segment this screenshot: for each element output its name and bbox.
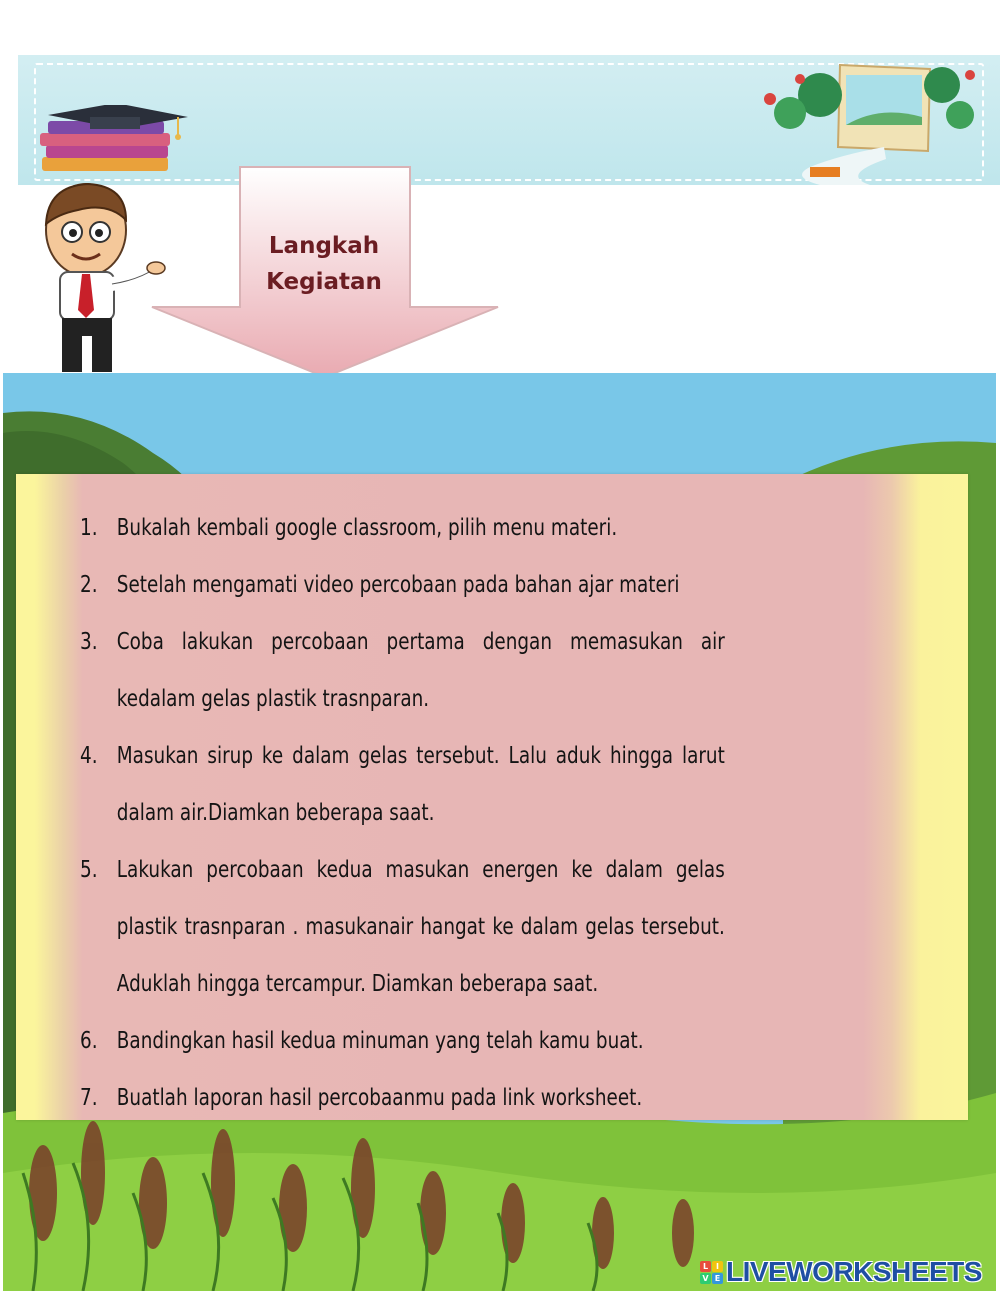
activity-title [240,228,408,300]
mark-letter: I [712,1261,723,1272]
step-item [80,728,725,842]
step-item [80,557,725,614]
step-item [80,1013,725,1070]
mark-letter: L [700,1261,711,1272]
activity-title-line2: Kegiatan [266,269,382,295]
step-number: 6. [80,1028,98,1054]
book-river-scene-icon [670,55,990,185]
step-item [80,500,725,557]
step-text: Buatlah laporan hasil percobaanmu pada link worksheet. [116,1085,643,1111]
step-number: 1. [80,515,98,541]
step-text: Bandingkan hasil kedua minuman yang telah kamu buat. [116,1028,644,1054]
steps-list [80,500,725,1127]
step-item [80,614,725,728]
mark-letter: E [712,1273,723,1284]
liveworksheets-brand: LIVEWORKSHEETS [726,1256,982,1287]
step-text: Bukalah kembali google classroom, pilih menu materi. [116,515,618,541]
step-number: 3. [80,629,98,655]
liveworksheets-logo[interactable] [700,1254,982,1290]
step-number: 7. [80,1085,98,1111]
step-number: 4. [80,743,98,769]
step-number: 2. [80,572,98,598]
mark-letter: V [700,1273,711,1284]
step-text: Masukan sirup ke dalam gelas tersebut. Lalu aduk hingga larut dalam air.Diamkan beberapa saat. [116,743,725,826]
step-item [80,842,725,1013]
step-text: Coba lakukan percobaan pertama dengan memasukan air kedalam gelas plastik trasnparan. [116,629,725,712]
step-number: 5. [80,857,98,883]
step-item [80,1070,725,1127]
step-text: Setelah mengamati video percobaan pada bahan ajar materi [116,572,680,598]
activity-title-line1: Langkah [268,233,380,259]
step-text: Lakukan percobaan kedua masukan energen ke dalam gelas plastik trasnparan . masukanair hangat ke dalam gelas tersebut. Aduklah hingga tercampur. Diamkan beberapa saat. [116,857,725,997]
liveworksheets-mark-icon [700,1261,723,1284]
teacher-character-icon [38,180,168,375]
